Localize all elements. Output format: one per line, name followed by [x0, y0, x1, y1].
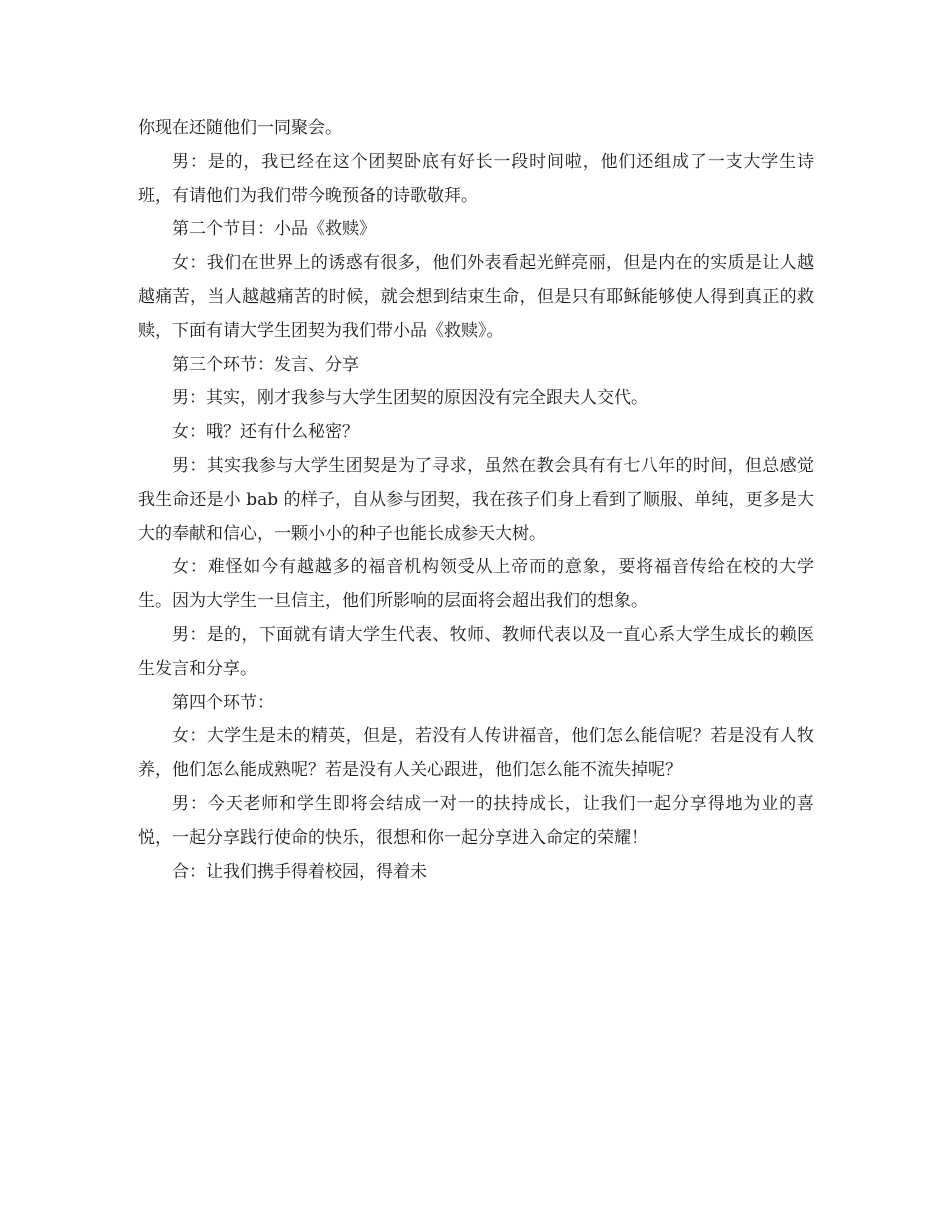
paragraph-female-redemption: 女：我们在世界上的诱惑有很多，他们外表看起光鲜亮丽，但是内在的实质是让人越越痛苦，当人越越痛苦的时候，就会想到结束生命，但是只有耶稣能够使人得到真正的救赎，下面有请大学生团契为我们带小品《救赎》。 — [138, 253, 814, 341]
paragraph-female-elite: 女：大学生是未的精英，但是，若没有人传讲福音，他们怎么能信呢？若是没有人牧养，他们怎么能成熟呢？若是没有人关心跟进，他们怎么能不流失掉呢？ — [138, 726, 814, 781]
section-heading-3: 第三个环节：发言、分享 — [172, 354, 359, 375]
paragraph-male-seeking: 男：其实我参与大学生团契是为了寻求，虽然在教会具有有七八年的时间，但总感觉我生命还是小 bab 的样子，自从参与团契，我在孩子们身上看到了顺服、单纯，更多是大大的奉献和信心，一颗小小的种子也能长成参天大树。 — [138, 455, 814, 544]
paragraph-female-gospel: 女：难怪如今有越越多的福音机构领受从上帝而的意象，要将福音传给在校的大学生。因为大学生一旦信主，他们所影响的层面将会超出我们的想象。 — [138, 557, 814, 612]
section-heading-4: 第四个环节： — [172, 692, 274, 713]
paragraph-male-speakers: 男：是的，下面就有请大学生代表、牧师、教师代表以及一直心系大学生成长的赖医生发言和分享。 — [138, 624, 814, 679]
paragraph-male-reason: 男：其实，刚才我参与大学生团契的原因没有完全跟夫人交代。 — [172, 388, 648, 409]
document-page — [138, 112, 814, 889]
section-heading-2: 第二个节目：小品《救赎》 — [172, 219, 376, 240]
paragraph-male-mentoring: 男：今天老师和学生即将会结成一对一的扶持成长，让我们一起分享得地为业的喜悦，一起分享践行使命的快乐，很想和你一起分享进入命定的荣耀！ — [138, 793, 814, 848]
paragraph-continuation: 你现在还随他们一同聚会。 — [138, 118, 342, 138]
paragraph-female-secret: 女：哦？还有什么秘密？ — [172, 422, 359, 443]
paragraph-male-choir: 男：是的，我已经在这个团契卧底有好长一段时间啦，他们还组成了一支大学生诗班，有请他们为我们带今晚预备的诗歌敬拜。 — [138, 151, 814, 206]
paragraph-together: 合：让我们携手得着校园，得着未 — [172, 861, 427, 882]
